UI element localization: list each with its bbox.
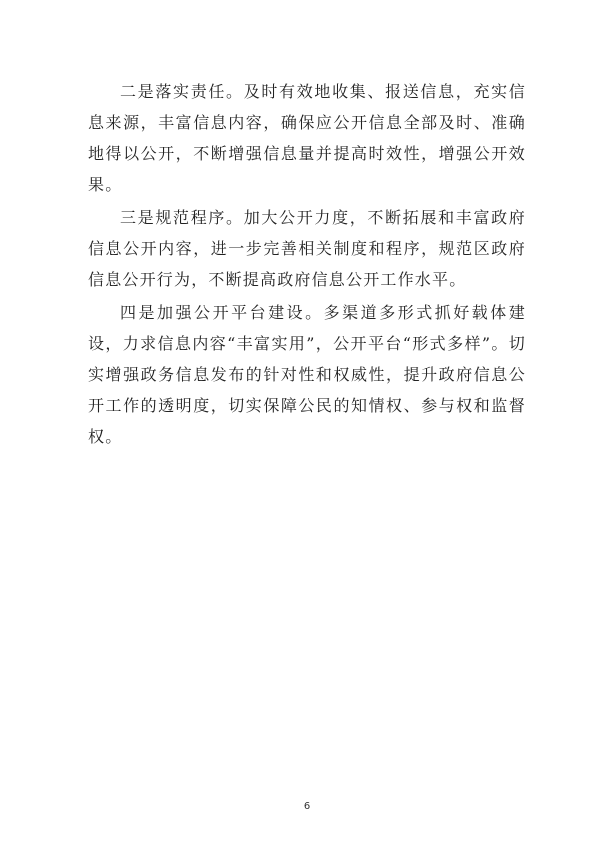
document-body (88, 76, 526, 454)
paragraph-responsibility: 二是落实责任。及时有效地收集、报送信息，充实信息来源，丰富信息内容，确保应公开信息全部及时、准确地得以公开，不断增强信息量并提高时效性，增强公开效果。 (88, 82, 526, 194)
paragraph-platform: 四是加强公开平台建设。多渠道多形式抓好载体建设，力求信息内容“丰富实用”，公开平台“形式多样”。切实增强政务信息发布的针对性和权威性，提升政府信息公开工作的透明度，切实保障公民的知情权、参与权和监督权。 (88, 303, 526, 446)
page-number: 6 (303, 801, 311, 812)
paragraph-procedure: 三是规范程序。加大公开力度，不断拓展和丰富政府信息公开内容，进一步完善相关制度和程序，规范区政府信息公开行为，不断提高政府信息公开工作水平。 (88, 208, 526, 289)
